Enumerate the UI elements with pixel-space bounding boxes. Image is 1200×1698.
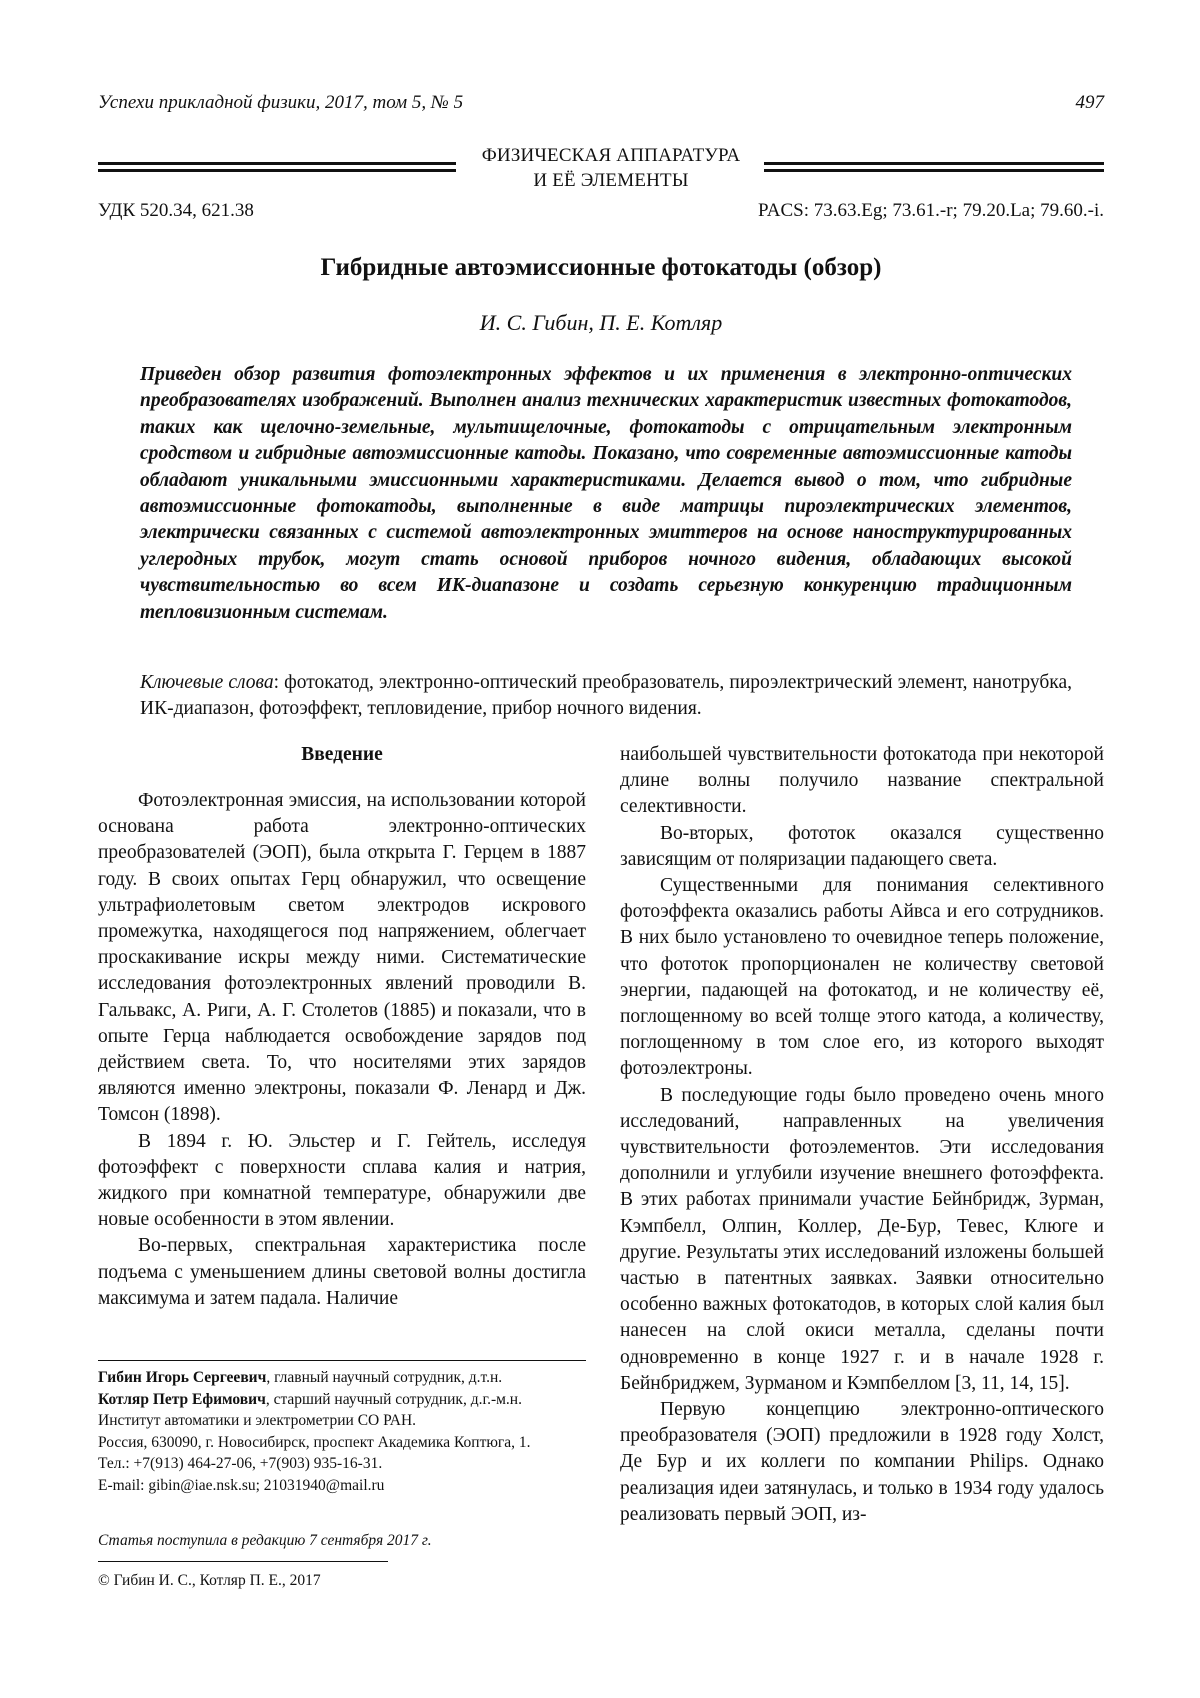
footnote-rule xyxy=(98,1360,586,1361)
keywords xyxy=(140,670,1072,723)
author2-role: , старший научный сотрудник, д.г.-м.н. xyxy=(265,1390,522,1408)
paragraph: Первую концепцию электронно-оптического преобразователя (ЭОП) предложили в 1928 году Холст, Де Бур и их коллеги по компании Philips. Однако реализация идеи затянулась, и только в 1934 году удалось реализовать первый ЭОП, из- xyxy=(620,1399,1104,1525)
article-title: Гибридные автоэмиссионные фотокатоды (обзор) xyxy=(320,254,882,281)
paragraph: Во-первых, спектральная характеристика после подъема с уменьшением длины световой волны достигла максимума и затем падала. Наличие xyxy=(98,1235,586,1309)
paragraph: В 1894 г. Ю. Эльстер и Г. Гейтель, исследуя фотоэффект с поверхности сплава калия и натрия, жидкого при комнатной температуре, обнаружили две новые особенности в этом явлении. xyxy=(98,1130,586,1231)
footnote-address: Россия, 630090, г. Новосибирск, проспект Академика Коптюга, 1. xyxy=(98,1433,531,1451)
section-rule-right xyxy=(764,162,1104,165)
section-title xyxy=(458,143,764,193)
page-number: 497 xyxy=(1075,92,1104,113)
udk-code: УДК 520.34, 621.38 xyxy=(98,200,254,221)
received-date: Статья поступила в редакцию 7 сентября 2017 г. xyxy=(98,1532,432,1549)
paragraph: Существенными для понимания селективного фотоэффекта оказались работы Айвса и его сотрудников. В них было установлено то очевидное теперь положение, что фототок пропорционален не количеству световой энергии, падающей на фотокатод, и не количеству её, поглощенному во всей толще этого катода, а количеству, поглощенному в том слое его, из которого выходят фотоэлектроны. xyxy=(620,875,1104,1080)
right-column xyxy=(620,742,1104,1528)
abstract: Приведен обзор развития фотоэлектронных эффектов и их применения в электронно-оптических преобразователях изображений. Выполнен анализ технических характеристик известных фотокатодов, таких как щелочно-земельные, мультищелочные, фотокатоды с отрицательным электронным сродством и гибридные автоэмиссионные катоды. Показано, что современные автоэмиссионные катоды обладают уникальными эмиссионными характеристиками. Делается вывод о том, что гибридные автоэмиссионные фотокатоды, выполненные в виде матрицы пироэлектрических элементов, электрически связанных с системой автоэлектронных эмиттеров на основе наноструктурированных углеродных трубок, могут стать основой приборов ночного видения, обладающих высокой чувствительностью во всем ИК-диапазоне и создать серьезную конкуренцию традиционным тепловизионным системам. xyxy=(140,364,1072,623)
section-band xyxy=(98,143,1104,195)
author2-name: Котляр Петр Ефимович xyxy=(98,1390,266,1408)
footnote-author2 xyxy=(98,1389,586,1411)
section-rule-left xyxy=(98,162,456,165)
author1-name: Гибин Игорь Сергеевич xyxy=(98,1369,267,1386)
footnote-email: E-mail: gibin@iae.nsk.su; 21031940@mail.ru xyxy=(98,1476,385,1494)
paragraph: Во-вторых, фототок оказался существенно зависящим от поляризации падающего света. xyxy=(620,822,1104,870)
footnote-phone: Тел.: +7(913) 464-27-06, +7(903) 935-16-31. xyxy=(98,1455,383,1472)
pacs-code: PACS: 73.63.Eg; 73.61.-r; 79.20.La; 79.60.-i. xyxy=(757,200,1104,221)
footnote-author1 xyxy=(98,1367,586,1389)
author-footnote xyxy=(98,1360,586,1496)
paragraph: наибольшей чувствительности фотокатода при некоторой длине волны получило название спектральной селективности. xyxy=(620,744,1104,818)
footnote-institute: Институт автоматики и электрометрии СО РАН. xyxy=(98,1412,417,1429)
keywords-list: : фотокатод, электронно-оптический преобразователь, пироэлектрический элемент, нанотрубка, ИК-диапазон, фотоэффект, тепловидение, прибор ночного видения. xyxy=(140,672,1072,720)
journal-reference: Успехи прикладной физики, 2017, том 5, № 5 xyxy=(98,92,464,113)
copyright-rule xyxy=(98,1561,388,1562)
copyright: © Гибин И. С., Котляр П. Е., 2017 xyxy=(98,1572,321,1589)
paragraph: В последующие годы было проведено очень много исследований, направленных на увеличения чувствительности фотоэлементов. Эти исследования дополнили и углубили изучение внешнего фотоэффекта. В этих работах принимали участие Бейнбридж, Зурман, Кэмпбелл, Олпин, Коллер, Де-Бур, Тевес, Клюге и другие. Результаты этих исследований изложены большей частью в патентных заявках. Заявки относительно особенно важных фотокатодов, в которых слой калия был нанесен на слой окиси металла, сделаны почти одновременно в конце 1927 г. и в начале 1928 г. Бейнбриджем, Зурманом и Кэмпбеллом [3, 11, 14, 15]. xyxy=(620,1084,1104,1394)
author1-role: , главный научный сотрудник, д.т.н. xyxy=(266,1369,503,1386)
section-title-line1: ФИЗИЧЕСКАЯ АППАРАТУРА xyxy=(481,145,741,166)
section-title-line2: И ЕЁ ЭЛЕМЕНТЫ xyxy=(533,170,689,191)
running-head xyxy=(98,92,1104,118)
left-column xyxy=(98,742,586,1312)
section-heading-introduction: Введение xyxy=(301,744,383,765)
classification-codes xyxy=(98,200,1104,226)
article-authors: И. С. Гибин, П. Е. Котляр xyxy=(479,310,723,335)
keywords-label: Ключевые слова xyxy=(140,672,274,693)
paragraph: Фотоэлектронная эмиссия, на использовании которой основана работа электронно-оптических преобразователей (ЭОП), была открыта Г. Герцем в 1887 году. В своих опытах Герц обнаружил, что освещение ультрафиолетовым светом электродов искрового промежутка, находящегося под напряжением, облегчает проскакивание искры между ними. Систематические исследования фотоэлектронных явлений проводили В. Гальвакс, А. Риги, А. Г. Столетов (1885) и показали, что в опыте Герца наблюдается освобождение зарядов под действием света. То, что носителями этих зарядов являются именно электроны, показали Ф. Ленард и Дж. Томсон (1898). xyxy=(98,790,586,1126)
